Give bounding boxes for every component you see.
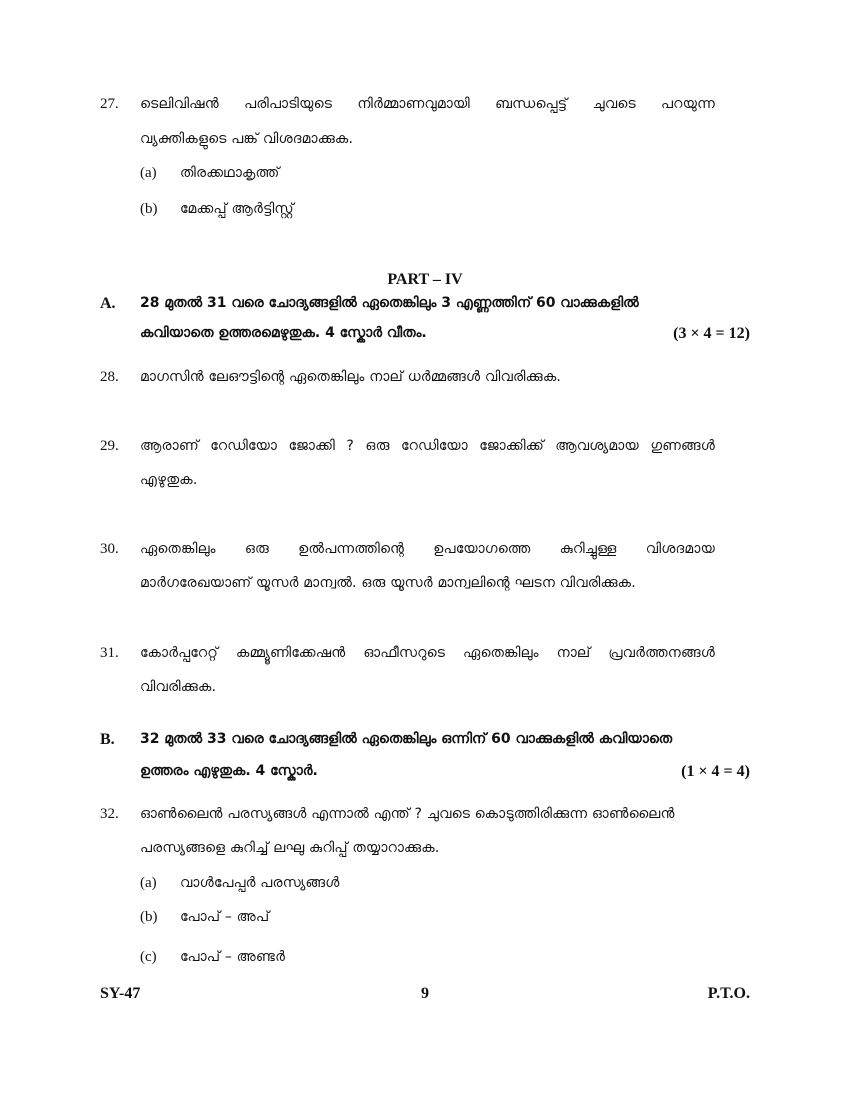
question-29-line-1 <box>140 438 715 454</box>
footer-page-number: 9 <box>421 985 429 1002</box>
question-31-line-2: വിവരിക്കുക. <box>140 679 217 695</box>
word: പരിപാടിയുടെ <box>244 96 333 112</box>
question-27-line-1 <box>140 96 715 112</box>
question-29-line-2: എഴുതുക. <box>140 472 198 488</box>
question-28-text: മാഗസിൻ ലേഔട്ടിന്റെ ഏതെങ്കിലും നാല് ധർമ്മങ്ങൾ വിവരിക്കുക. <box>140 369 562 385</box>
word: വിശദമായ <box>645 541 715 557</box>
section-b-marks: (1 × 4 = 4) <box>681 763 750 780</box>
question-31-line-1 <box>140 645 715 661</box>
word: ആരാണ് <box>140 438 199 454</box>
option-label: (b) <box>140 909 158 925</box>
section-b-instruction-line-2: ഉത്തരം എഴുതുക. 4 സ്കോർ. <box>140 763 318 779</box>
option-text: വാൾപേപ്പർ പരസ്യങ്ങൾ <box>180 875 340 891</box>
option-label: (b) <box>140 201 158 217</box>
word: ഉൽപന്നത്തിന്റെ <box>298 541 405 557</box>
word: ഉപയോഗത്തെ <box>433 541 531 557</box>
footer-pto: P.T.O. <box>707 985 750 1002</box>
word: കോർപ്പറേറ്റ് <box>140 645 219 661</box>
option-text: മേക്കപ്പ് ആർട്ടിസ്റ്റ് <box>180 201 294 217</box>
section-b-instruction-line-1: 32 മുതൽ 33 വരെ ചോദ്യങ്ങളിൽ ഏതെങ്കിലും ഒന്നിന് 60 വാക്കുകളിൽ കവിയാതെ <box>140 731 673 747</box>
question-28-number: 28. <box>100 369 119 385</box>
question-29-number: 29. <box>100 438 119 454</box>
word: ഒരു <box>244 541 269 557</box>
part-heading: PART – IV <box>387 271 463 288</box>
word: പ്രവർത്തനങ്ങൾ <box>608 645 715 661</box>
footer-paper-code: SY-47 <box>100 985 141 1002</box>
word: ജോക്കി <box>288 438 335 454</box>
word: ജോക്കിക്ക് <box>479 438 544 454</box>
word: കുറിച്ചുള്ള <box>559 541 617 557</box>
question-32-number: 32. <box>100 806 119 822</box>
word: ഓഫീസറുടെ <box>363 645 446 661</box>
section-a-letter: A. <box>100 295 116 312</box>
question-30-number: 30. <box>100 541 119 557</box>
section-b-letter: B. <box>100 731 115 748</box>
word: ഏതെങ്കിലും <box>140 541 216 557</box>
word: ഏതെങ്കിലും <box>463 645 539 661</box>
section-a-instruction-line-1: 28 മുതൽ 31 വരെ ചോദ്യങ്ങളിൽ ഏതെങ്കിലും 3 എണ്ണത്തിന് 60 വാക്കുകളിൽ <box>140 295 639 311</box>
question-32-line-1: ഓൺലൈൻ പരസ്യങ്ങൾ എന്നാൽ എന്ത് ? ചുവടെ കൊടുത്തിരിക്കുന്ന ഓൺലൈൻ <box>140 806 675 822</box>
question-27-line-2: വ്യക്തികളുടെ പങ്ക് വിശദമാക്കുക. <box>140 131 354 147</box>
word: നിർമ്മാണവുമായി <box>357 96 470 112</box>
option-label: (c) <box>140 949 157 965</box>
question-27-number: 27. <box>100 96 119 112</box>
section-a-marks: (3 × 4 = 12) <box>673 325 750 342</box>
word: ഗുണങ്ങൾ <box>650 438 715 454</box>
option-label: (a) <box>140 875 157 891</box>
word: ബന്ധപ്പെട്ട് <box>495 96 568 112</box>
word: റേഡിയോ <box>210 438 278 454</box>
section-a-instruction-line-2: കവിയാതെ ഉത്തരമെഴുതുക. 4 സ്കോർ വീതം. <box>140 325 427 341</box>
word: റേഡിയോ <box>401 438 468 454</box>
word: ചുവടെ <box>592 96 636 112</box>
word: ഒരു <box>365 438 390 454</box>
word: പറയുന്ന <box>661 96 715 112</box>
option-text: തിരക്കഥാകൃത്ത് <box>180 165 280 181</box>
option-text: പോപ് – അപ് <box>180 909 270 925</box>
word: കമ്മ്യൂണിക്കേഷൻ <box>236 645 346 661</box>
option-text: പോപ് – അണ്ടർ <box>180 949 286 965</box>
word: നാല് <box>556 645 591 661</box>
word: ? <box>346 438 355 454</box>
question-30-line-2: മാർഗരേഖയാണ് യൂസർ മാന്വൽ. ഒരു യൂസർ മാന്വലിന്റെ ഘടന വിവരിക്കുക. <box>140 575 636 591</box>
option-label: (a) <box>140 165 157 181</box>
question-30-line-1 <box>140 541 715 557</box>
word: ആവശ്യമായ <box>555 438 639 454</box>
question-31-number: 31. <box>100 645 119 661</box>
question-32-line-2: പരസ്യങ്ങളെ കുറിച്ച് ലഘു കുറിപ്പ് തയ്യാറാക്കുക. <box>140 840 440 856</box>
word: ടെലിവിഷൻ <box>140 96 219 112</box>
